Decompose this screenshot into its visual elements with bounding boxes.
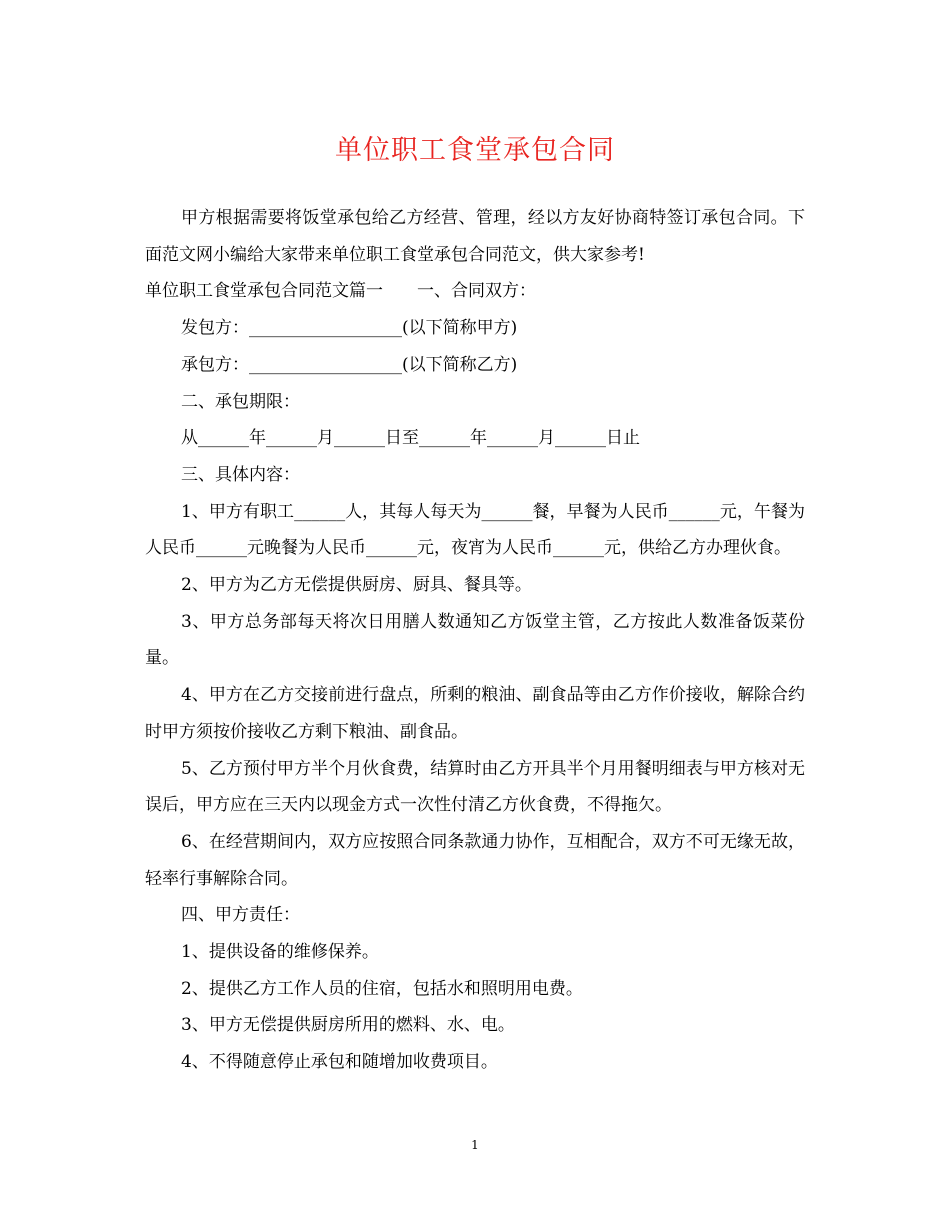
paragraph-party-a-duties-heading: 四、甲方责任： — [181, 905, 300, 926]
paragraph-duty-2: 2、提供乙方工作人员的住宿，包括水和照明用电费。 — [181, 978, 583, 999]
paragraph-term-dates: 从______年______月______日至______年______月______日止 — [181, 428, 640, 449]
page-number: 1 — [471, 1138, 479, 1152]
paragraph-item-6: 6、在经营期间内，双方应按照合同条款通力协作，互相配合，双方不可无缘无故，轻率行事解除合同。 — [145, 831, 805, 889]
paragraph-item-4: 4、甲方在乙方交接前进行盘点，所剩的粮油、副食品等由乙方作价接收，解除合约时甲方须按价接收乙方剩下粮油、副食品。 — [145, 685, 805, 742]
document-body — [145, 200, 805, 1081]
paragraph-duty-1: 1、提供设备的维修保养。 — [181, 942, 379, 963]
paragraph-term-heading: 二、承包期限： — [181, 391, 300, 412]
paragraph-duty-4: 4、不得随意停止承包和随增加收费项目。 — [181, 1052, 498, 1073]
paragraph-content-heading: 三、具体内容： — [181, 464, 300, 485]
paragraph-intro: 甲方根据需要将饭堂承包给乙方经营、管理，经以方友好协商特签订承包合同。下面范文网小编给大家带来单位职工食堂承包合同范文，供大家参考! — [145, 208, 805, 265]
paragraph-item-1: 1、甲方有职工______人，其每人每天为______餐，早餐为人民币______元，午餐为人民币______元晚餐为人民币______元，夜宵为人民币______元，供给乙方办理伙食。 — [145, 501, 805, 559]
paragraph-item-5: 5、乙方预付甲方半个月伙食费，结算时由乙方开具半个月用餐明细表与甲方核对无误后，甲方应在三天内以现金方式一次性付清乙方伙食费，不得拖欠。 — [145, 758, 805, 816]
paragraph-contractor-party-b: 承包方：__________________(以下简称乙方) — [181, 354, 518, 375]
paragraph-section-heading-parties: 单位职工食堂承包合同范文篇一 一、合同双方： — [145, 281, 536, 302]
paragraph-item-3: 3、甲方总务部每天将次日用膳人数通知乙方饭堂主管，乙方按此人数准备饭菜份量。 — [145, 611, 805, 669]
paragraph-duty-3: 3、甲方无偿提供厨房所用的燃料、水、电。 — [181, 1015, 515, 1036]
paragraph-item-2: 2、甲方为乙方无偿提供厨房、厨具、餐具等。 — [181, 575, 532, 596]
paragraph-contractor-party-a: 发包方：__________________(以下简称甲方) — [181, 318, 518, 339]
document-title: 单位职工食堂承包合同 — [335, 135, 615, 166]
